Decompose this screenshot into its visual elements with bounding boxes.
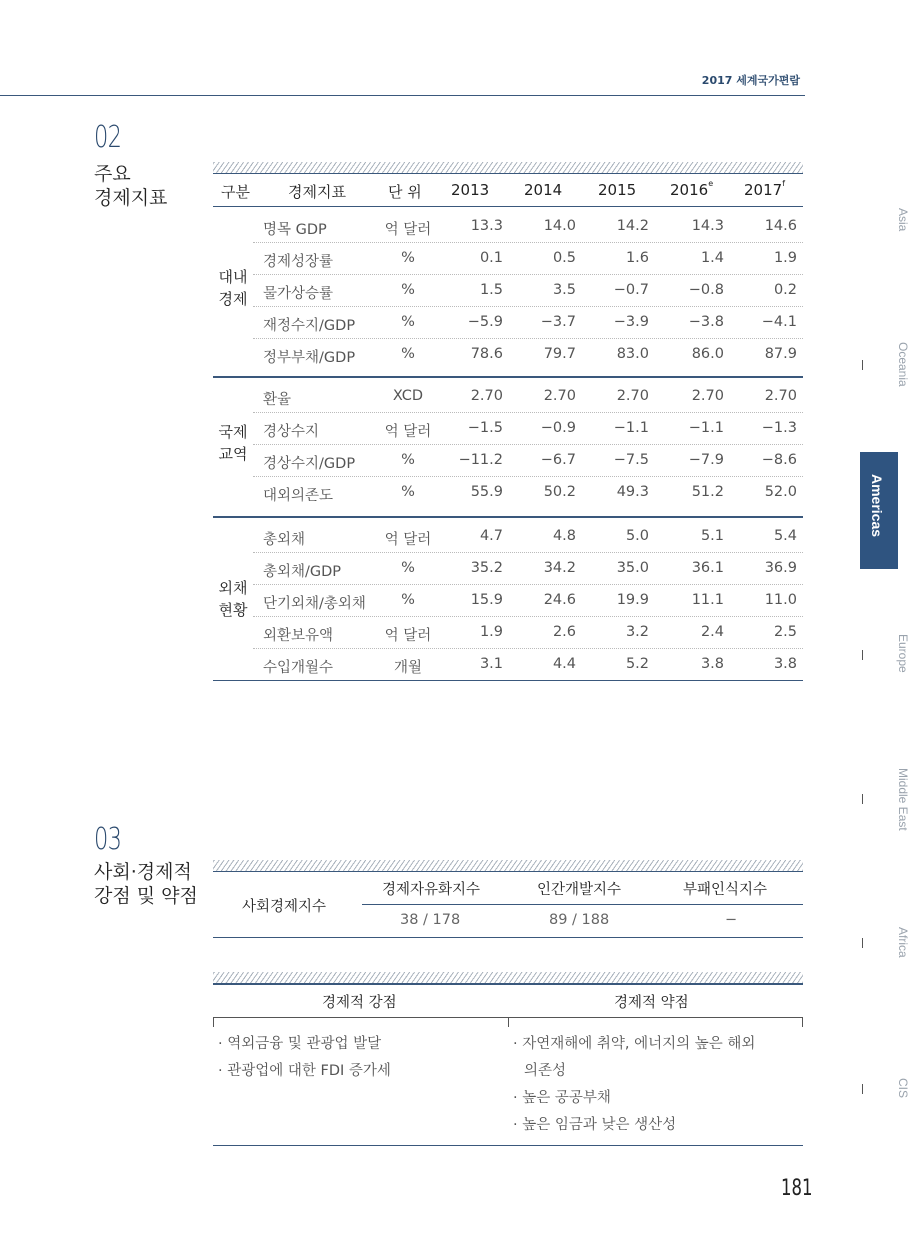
group-label-debt: 외채 현황	[218, 579, 248, 619]
unit-cell: XCD	[392, 388, 424, 404]
table-row	[213, 412, 803, 444]
index-value-econ-freedom: 38 / 178	[400, 912, 461, 928]
value-2015: 5.2	[625, 656, 649, 672]
value-2015: −3.9	[613, 314, 649, 330]
sw-tick-right	[802, 1017, 803, 1027]
indicator-cell: 수입개월수	[263, 660, 334, 676]
value-2015: 35.0	[616, 560, 649, 576]
col-header-2017: 2017$^f$	[744, 179, 786, 199]
table-row	[213, 274, 803, 306]
value-2013: 1.9	[479, 624, 503, 640]
sw-hatch-bar	[213, 972, 803, 985]
weakness-item-continued: 의존성	[524, 1063, 567, 1079]
unit-cell: 억 달러	[384, 532, 432, 548]
table-row	[213, 520, 803, 552]
col-header-unit: 단 위	[388, 183, 422, 201]
indicator-cell: 경상수지/GDP	[263, 456, 356, 472]
value-2016: 86.0	[691, 346, 724, 362]
tab-tick	[862, 360, 863, 370]
group-label-domestic: 대내 경제	[218, 268, 248, 308]
value-2017: −1.3	[761, 420, 797, 436]
unit-cell: %	[401, 452, 415, 468]
value-2014: 2.70	[543, 388, 576, 404]
value-2014: 24.6	[543, 592, 576, 608]
tab-tick	[862, 794, 863, 804]
table-row	[213, 444, 803, 476]
col-header-category: 구분	[221, 183, 250, 201]
side-tab-middle-east[interactable]: Middle East	[896, 768, 910, 831]
side-tab-asia[interactable]: Asia	[896, 208, 910, 232]
indicator-cell: 총외채	[263, 532, 306, 548]
value-2015: 83.0	[616, 346, 649, 362]
table-row	[213, 242, 803, 274]
indicator-cell: 물가상승률	[263, 286, 334, 302]
unit-cell: %	[401, 346, 415, 362]
index-row-label: 사회경제지수	[242, 899, 327, 915]
value-2017: 87.9	[764, 346, 797, 362]
group-divider	[213, 516, 803, 518]
value-2015: −1.1	[613, 420, 649, 436]
weakness-item: · 높은 임금과 낮은 생산성	[513, 1117, 677, 1133]
table-hatch-bar	[213, 162, 803, 174]
col-header-2013: 2013	[451, 181, 490, 199]
value-2017: 11.0	[764, 592, 797, 608]
table-row	[213, 584, 803, 616]
index-bottom-rule	[213, 937, 803, 938]
value-2014: 50.2	[543, 484, 576, 500]
indicator-cell: 총외채/GDP	[263, 564, 342, 580]
value-2017: 52.0	[764, 484, 797, 500]
value-2015: −7.5	[613, 452, 649, 468]
strength-item: · 관광업에 대한 FDI 증가세	[218, 1063, 391, 1079]
indicator-cell: 대외의존도	[263, 488, 334, 504]
value-2017: 5.4	[773, 528, 797, 544]
tab-tick	[862, 938, 863, 948]
value-2017: 0.2	[773, 282, 797, 298]
weakness-item: · 자연재해에 취약, 에너지의 높은 해외	[513, 1036, 756, 1052]
value-2016: 14.3	[691, 218, 724, 234]
col-header-indicator: 경제지표	[288, 183, 346, 201]
table-header-row	[213, 174, 803, 206]
table-row	[213, 552, 803, 584]
tab-tick	[862, 1084, 863, 1094]
unit-cell: 억 달러	[384, 222, 432, 238]
indicator-cell: 경제성장률	[263, 254, 334, 270]
indicator-cell: 재정수지/GDP	[263, 318, 356, 334]
value-2013: −5.9	[467, 314, 503, 330]
value-2016: 5.1	[700, 528, 724, 544]
value-2016: −0.8	[688, 282, 724, 298]
sw-tick-left	[213, 1017, 214, 1027]
value-2014: −6.7	[540, 452, 576, 468]
group-divider	[213, 376, 803, 378]
value-2015: 14.2	[616, 218, 649, 234]
table-row	[213, 338, 803, 370]
value-2013: 2.70	[470, 388, 503, 404]
indicator-cell: 정부부채/GDP	[263, 350, 356, 366]
indicator-cell: 외환보유액	[263, 628, 334, 644]
value-2014: −0.9	[540, 420, 576, 436]
value-2016: 51.2	[691, 484, 724, 500]
indicator-cell: 명목 GDP	[263, 222, 327, 238]
unit-cell: %	[401, 560, 415, 576]
running-header-title: 2017 세계국가편람	[701, 74, 800, 87]
side-tab-oceania[interactable]: Oceania	[896, 342, 910, 387]
section-03-title	[94, 860, 198, 908]
section-03-number: 03	[94, 822, 122, 857]
value-2017: 14.6	[764, 218, 797, 234]
col-header-2014: 2014	[524, 181, 563, 199]
sw-tick-mid	[508, 1017, 509, 1027]
header-rule	[0, 95, 805, 96]
value-2016: −7.9	[688, 452, 724, 468]
value-2014: 34.2	[543, 560, 576, 576]
value-2017: 2.5	[773, 624, 797, 640]
value-2015: 1.6	[625, 250, 649, 266]
side-tab-africa[interactable]: Africa	[896, 927, 910, 958]
indicator-cell: 경상수지	[263, 424, 320, 440]
section-02-title	[94, 162, 167, 210]
value-2014: 79.7	[543, 346, 576, 362]
index-value-cpi: −	[725, 912, 738, 928]
unit-cell: %	[401, 592, 415, 608]
value-2017: −4.1	[761, 314, 797, 330]
value-2013: 13.3	[470, 218, 503, 234]
unit-cell: %	[401, 314, 415, 330]
sw-bottom-rule	[213, 1145, 803, 1146]
group-label-trade: 국제 교역	[218, 423, 248, 463]
value-2017: 2.70	[764, 388, 797, 404]
value-2016: 1.4	[700, 250, 724, 266]
value-2013: 15.9	[470, 592, 503, 608]
value-2016: 2.70	[691, 388, 724, 404]
table-row	[213, 616, 803, 648]
table-bottom-rule	[213, 680, 803, 681]
index-header-rule	[362, 904, 803, 905]
index-header-cpi: 부패인식지수	[683, 882, 768, 898]
unit-cell: %	[401, 282, 415, 298]
value-2013: −1.5	[467, 420, 503, 436]
value-2015: 19.9	[616, 592, 649, 608]
value-2014: 14.0	[543, 218, 576, 234]
value-2013: 78.6	[470, 346, 503, 362]
side-tab-cis[interactable]: CIS	[896, 1078, 910, 1099]
value-2015: 3.2	[625, 624, 649, 640]
value-2015: 2.70	[616, 388, 649, 404]
section-03-title-line2: 강점 및 약점	[94, 885, 198, 907]
table-row	[213, 476, 803, 508]
section-03-title-line1: 사회·경제적	[94, 861, 192, 883]
value-2014: 4.4	[552, 656, 576, 672]
header-bottom-rule	[213, 206, 803, 207]
index-header-econ-freedom: 경제자유화지수	[382, 882, 481, 898]
value-2017: 3.8	[773, 656, 797, 672]
col-header-2015: 2015	[598, 181, 637, 199]
unit-cell: 억 달러	[384, 628, 432, 644]
table-row	[213, 210, 803, 242]
value-2016: −3.8	[688, 314, 724, 330]
side-tab-americas[interactable]: Americas	[860, 452, 898, 569]
value-2014: 3.5	[552, 282, 576, 298]
value-2017: −8.6	[761, 452, 797, 468]
value-2016: 11.1	[691, 592, 724, 608]
value-2013: 3.1	[479, 656, 503, 672]
index-hatch-bar	[213, 860, 803, 872]
unit-cell: %	[401, 250, 415, 266]
page-number: 181	[781, 1176, 813, 1201]
section-02-number: 02	[94, 120, 122, 155]
value-2016: 3.8	[700, 656, 724, 672]
value-2017: 36.9	[764, 560, 797, 576]
section-02-title-line2: 경제지표	[94, 187, 168, 209]
value-2013: 4.7	[479, 528, 503, 544]
value-2013: 35.2	[470, 560, 503, 576]
value-2015: −0.7	[613, 282, 649, 298]
table-row	[213, 380, 803, 412]
weakness-header: 경제적 약점	[614, 995, 689, 1011]
strength-item: · 역외금융 및 관광업 발달	[218, 1036, 382, 1052]
indicator-cell: 단기외채/총외채	[263, 596, 366, 612]
value-2014: −3.7	[540, 314, 576, 330]
unit-cell: 억 달러	[384, 424, 432, 440]
value-2015: 49.3	[616, 484, 649, 500]
value-2013: −11.2	[458, 452, 503, 468]
table-row	[213, 648, 803, 680]
indicator-cell: 환율	[263, 392, 292, 408]
value-2015: 5.0	[625, 528, 649, 544]
side-tab-europe[interactable]: Europe	[896, 634, 910, 673]
value-2013: 55.9	[470, 484, 503, 500]
strength-header: 경제적 강점	[322, 995, 397, 1011]
value-2016: 2.4	[700, 624, 724, 640]
value-2016: 36.1	[691, 560, 724, 576]
value-2016: −1.1	[688, 420, 724, 436]
weakness-item: · 높은 공공부채	[513, 1090, 611, 1106]
value-2017: 1.9	[773, 250, 797, 266]
value-2014: 4.8	[552, 528, 576, 544]
value-2014: 0.5	[552, 250, 576, 266]
value-2013: 1.5	[479, 282, 503, 298]
unit-cell: 개월	[393, 660, 422, 676]
table-row	[213, 306, 803, 338]
tab-tick	[862, 650, 863, 660]
value-2013: 0.1	[479, 250, 503, 266]
index-value-hdi: 89 / 188	[549, 912, 610, 928]
value-2014: 2.6	[552, 624, 576, 640]
section-02-title-line1: 주요	[94, 163, 131, 185]
index-header-hdi: 인간개발지수	[537, 882, 622, 898]
unit-cell: %	[401, 484, 415, 500]
col-header-2016: 2016e	[670, 179, 714, 199]
